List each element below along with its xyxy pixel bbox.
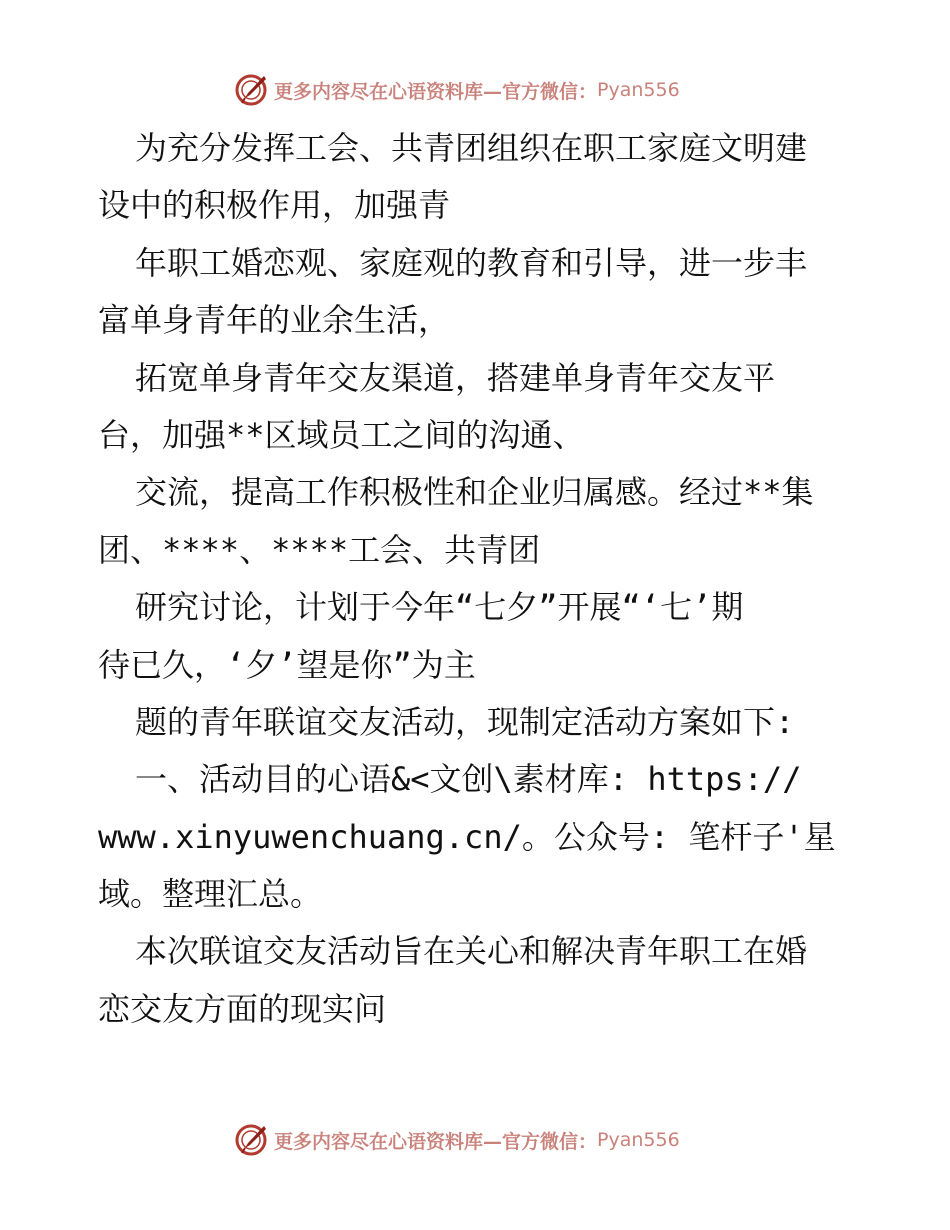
paragraph-5-line-1: 研究讨论，计划于今年“七夕”开展“‘七’期 (135, 588, 744, 627)
paragraph-2-line-1: 年职工婚恋观、家庭观的教育和引导，进一步丰 (135, 243, 808, 282)
paragraph-1-line-2: 设中的积极作用，加强青 (98, 186, 451, 225)
watermark-wechat-label: 官方微信： (502, 1130, 598, 1153)
paragraph-1-line-1: 为充分发挥工会、共青团组织在职工家庭文明建 (135, 129, 808, 167)
header-watermark (234, 70, 680, 110)
paragraph-3-line-2: 台，加强**区域员工之间的沟通、 (98, 415, 585, 454)
paragraph-4-line-1: 交流，提高工作积极性和企业归属感。经过**集 (135, 473, 814, 512)
footer-watermark (234, 1120, 680, 1160)
section-heading-line-1: 一、活动目的心语&<文创\素材库: https:// (135, 760, 802, 799)
watermark-wechat-id: Pyan556 (597, 79, 680, 101)
quill-pen-logo-icon (234, 73, 268, 107)
paragraph-5-line-2: 待已久，‘夕’望是你”为主 (98, 645, 476, 684)
quill-pen-logo-icon (234, 1123, 268, 1157)
watermark-wechat-id: Pyan556 (597, 1129, 680, 1151)
paragraph-4-line-2: 团、****、****工会、共青团 (98, 530, 541, 569)
paragraph-8-line-1: 本次联谊交友活动旨在关心和解决青年职工在婚 (135, 932, 808, 971)
section-heading-line-2: www.xinyuwenchuang.cn/。公众号: 笔杆子'星 (98, 817, 836, 856)
paragraph-3-line-1: 拓宽单身青年交友渠道，搭建单身青年交友平 (135, 358, 776, 397)
paragraph-2-line-2: 富单身青年的业余生活， (98, 301, 451, 340)
document-body (98, 120, 858, 1038)
paragraph-8-line-2: 恋交友方面的现实问 (98, 989, 387, 1028)
watermark-brand-text: 更多内容尽在心语资料库— (274, 1130, 503, 1153)
section-heading-line-3: 域。整理汇总。 (98, 875, 323, 914)
watermark-wechat-label: 官方微信： (502, 80, 598, 103)
watermark-brand-text: 更多内容尽在心语资料库— (274, 80, 503, 103)
paragraph-6-line-1: 题的青年联谊交友活动，现制定活动方案如下: (135, 702, 795, 741)
